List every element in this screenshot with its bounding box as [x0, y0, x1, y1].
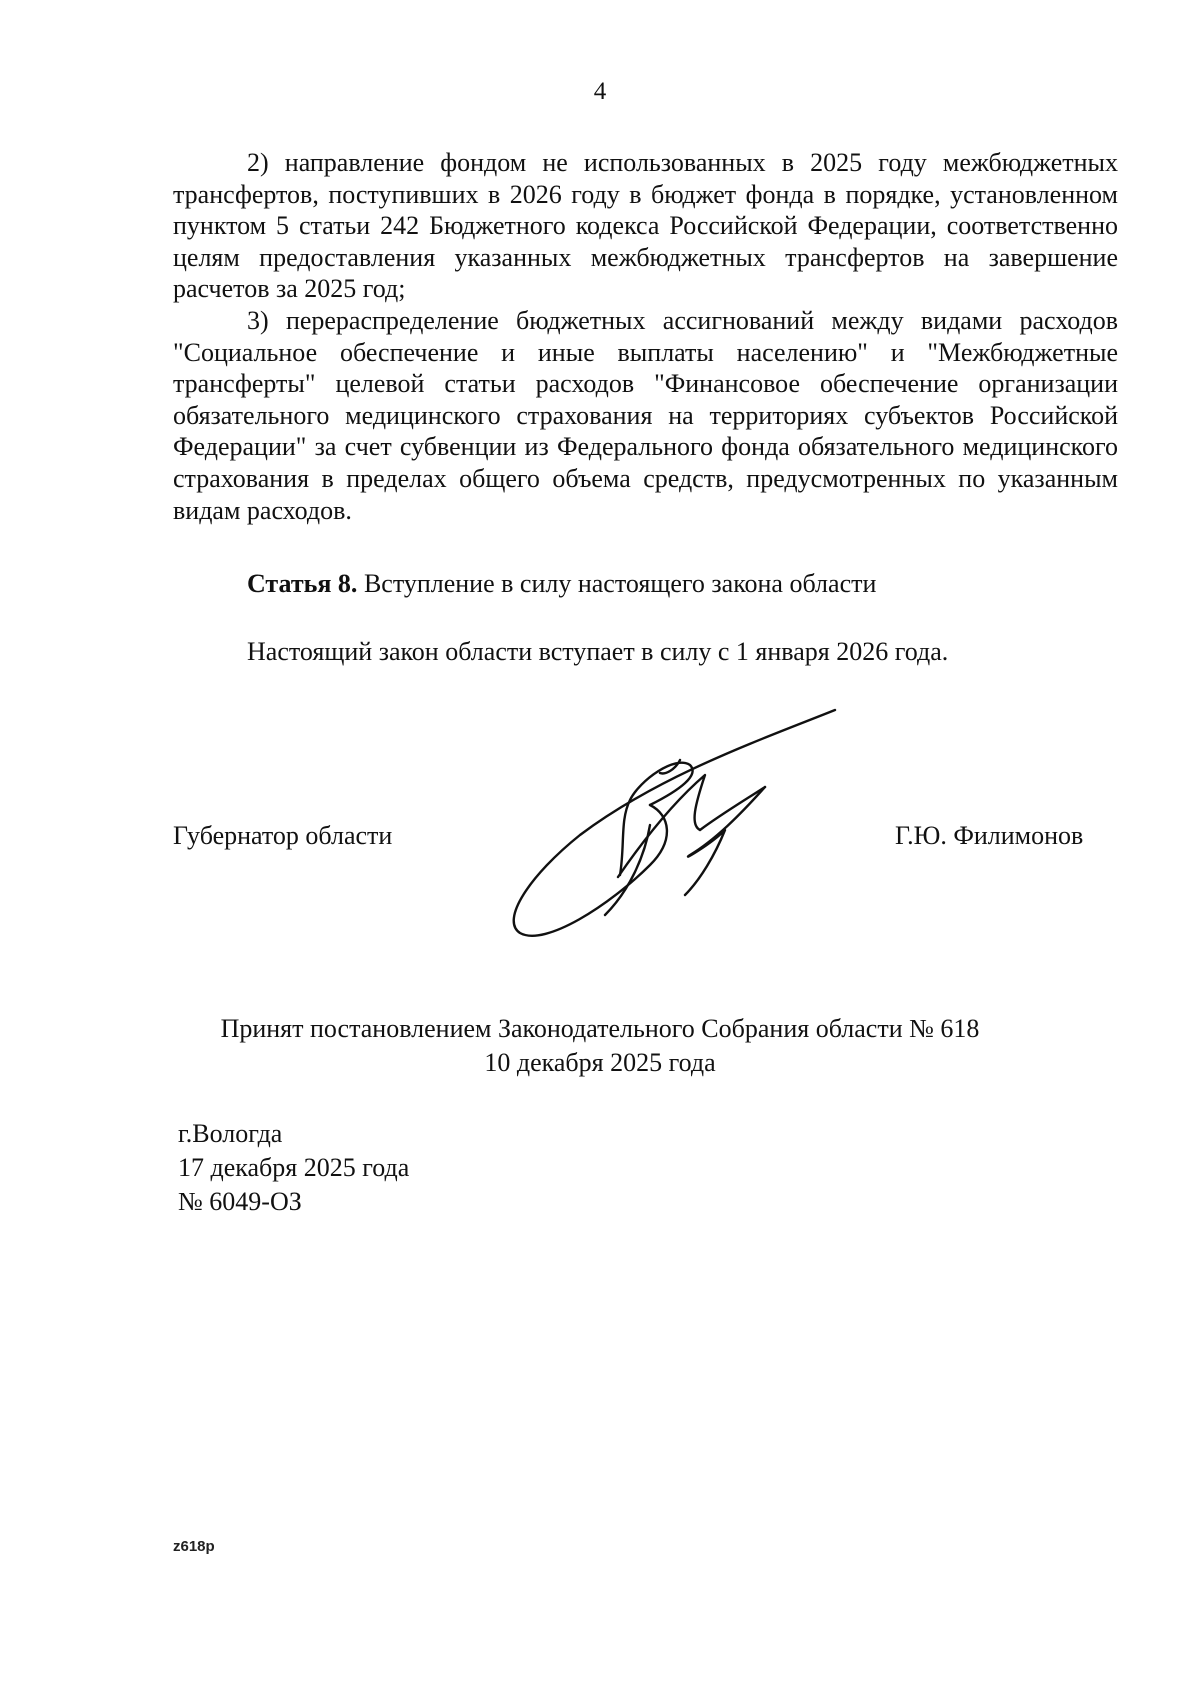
place-city: г.Вологда — [178, 1119, 283, 1148]
document-code: z618p — [173, 1538, 215, 1555]
clause-3: 3) перераспределение бюджетных ассигнований между видами расходов "Социальное обеспечение и иные выплаты населению" и "Межбюджетные трансферты" целевой статьи расходов "Финансовое обеспечение организации обязательного медицинского страхования на территориях субъектов Российской Федерации" за счет субвенции из Федерального фонда обязательного медицинского страхования в пределах общего объема средств, предусмотренных по указанным видам расходов. — [173, 305, 1118, 525]
signatory-title: Губернатор области — [173, 821, 393, 850]
place-date-number — [178, 1117, 409, 1219]
adoption-line-2: 10 декабря 2025 года — [484, 1048, 716, 1077]
article-label: Статья 8. — [247, 569, 358, 598]
article-heading — [247, 568, 876, 600]
clause-2: 2) направление фондом не использованных в 2025 году межбюджетных трансфертов, поступивших в 2026 году в бюджет фонда в порядке, установленном пунктом 5 статьи 242 Бюджетного кодекса Российской Федерации, соответственно целям предоставления указанных межбюджетных трансфертов на завершение расчетов за 2025 год; — [173, 148, 1118, 304]
adoption-line-1: Принят постановлением Законодательного Собрания области № 618 — [220, 1014, 980, 1043]
place-date: 17 декабря 2025 года — [178, 1153, 410, 1182]
handwritten-signature — [500, 705, 860, 945]
adoption-note — [0, 1012, 1200, 1080]
page-number: 4 — [593, 78, 607, 105]
law-number: № 6049-ОЗ — [178, 1187, 302, 1216]
signatory-name: Г.Ю. Филимонов — [895, 821, 1084, 850]
article-title: Вступление в силу настоящего закона области — [363, 569, 877, 598]
law-clauses — [173, 147, 1118, 526]
article-text: Настоящий закон области вступает в силу с 1 января 2026 года. — [247, 637, 949, 666]
